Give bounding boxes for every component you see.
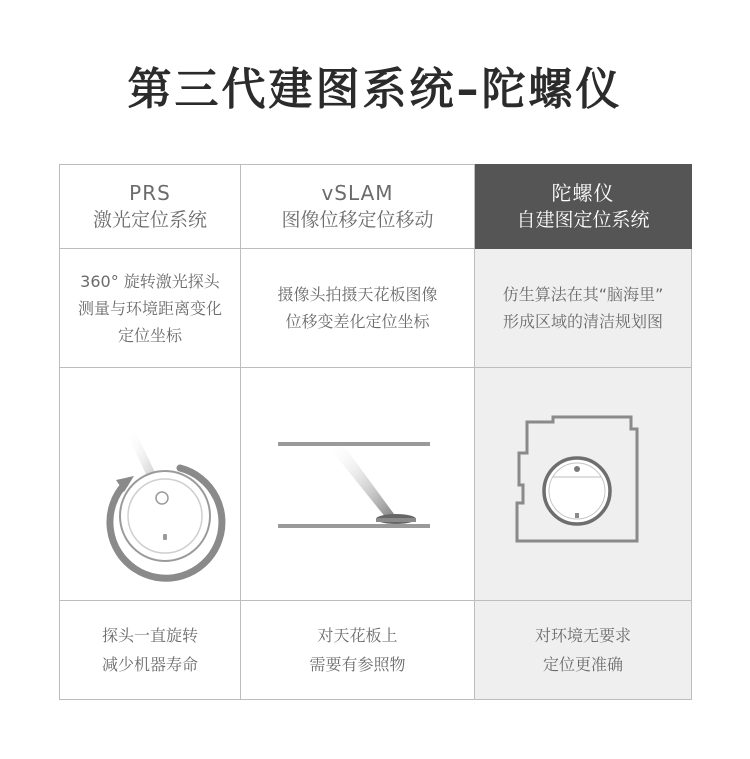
- comparison-table: [59, 164, 692, 700]
- footer-row: [60, 601, 692, 700]
- description-row: [60, 249, 692, 368]
- description-line: 位移变差化定位坐标: [285, 312, 430, 331]
- footer-line: 对天花板上: [317, 626, 398, 645]
- footer-gyroscope: [475, 601, 692, 700]
- illustration-prs: [60, 368, 241, 601]
- description-gyroscope: [475, 249, 692, 368]
- rotating-laser-robot-icon: [70, 384, 230, 584]
- footer-prs: [60, 601, 241, 700]
- header-vslam-subtitle: 图像位移定位移动: [281, 208, 434, 231]
- illustration-vslam: [241, 368, 475, 601]
- description-vslam: [241, 249, 475, 368]
- footer-line: 探头一直旋转: [101, 626, 198, 645]
- header-gyroscope-name: 陀螺仪: [551, 180, 615, 205]
- description-line: 定位坐标: [117, 325, 182, 345]
- description-line: 测量与环境距离变化: [77, 298, 222, 318]
- description-line: 形成区域的清洁规划图: [502, 312, 663, 331]
- header-row: [60, 165, 692, 249]
- gyroscope-map-robot-icon: [513, 409, 653, 559]
- description-line: 摄像头拍摄天花板图像: [277, 285, 438, 304]
- footer-line: 定位更准确: [542, 655, 623, 674]
- description-line: 仿生算法在其“脑海里”: [502, 285, 664, 304]
- footer-line: 减少机器寿命: [101, 655, 198, 674]
- header-gyroscope: [475, 165, 692, 249]
- illustration-row: [60, 368, 692, 601]
- page-title: 第三代建图系统–陀螺仪: [127, 64, 623, 115]
- ceiling-camera-robot-icon: [268, 424, 448, 544]
- description-prs: [60, 249, 241, 368]
- description-line: 360° 旋转激光探头: [80, 271, 220, 291]
- header-vslam-name: vSLAM: [321, 180, 394, 205]
- illustration-gyroscope: [475, 368, 692, 601]
- header-prs-subtitle: 激光定位系统: [92, 208, 207, 231]
- footer-vslam: [241, 601, 475, 700]
- header-gyroscope-subtitle: 自建图定位系统: [516, 208, 650, 231]
- footer-line: 对环境无要求: [534, 626, 631, 645]
- header-vslam: [241, 165, 475, 249]
- footer-line: 需要有参照物: [309, 655, 406, 674]
- header-prs-name: PRS: [129, 180, 171, 205]
- header-prs: [60, 165, 241, 249]
